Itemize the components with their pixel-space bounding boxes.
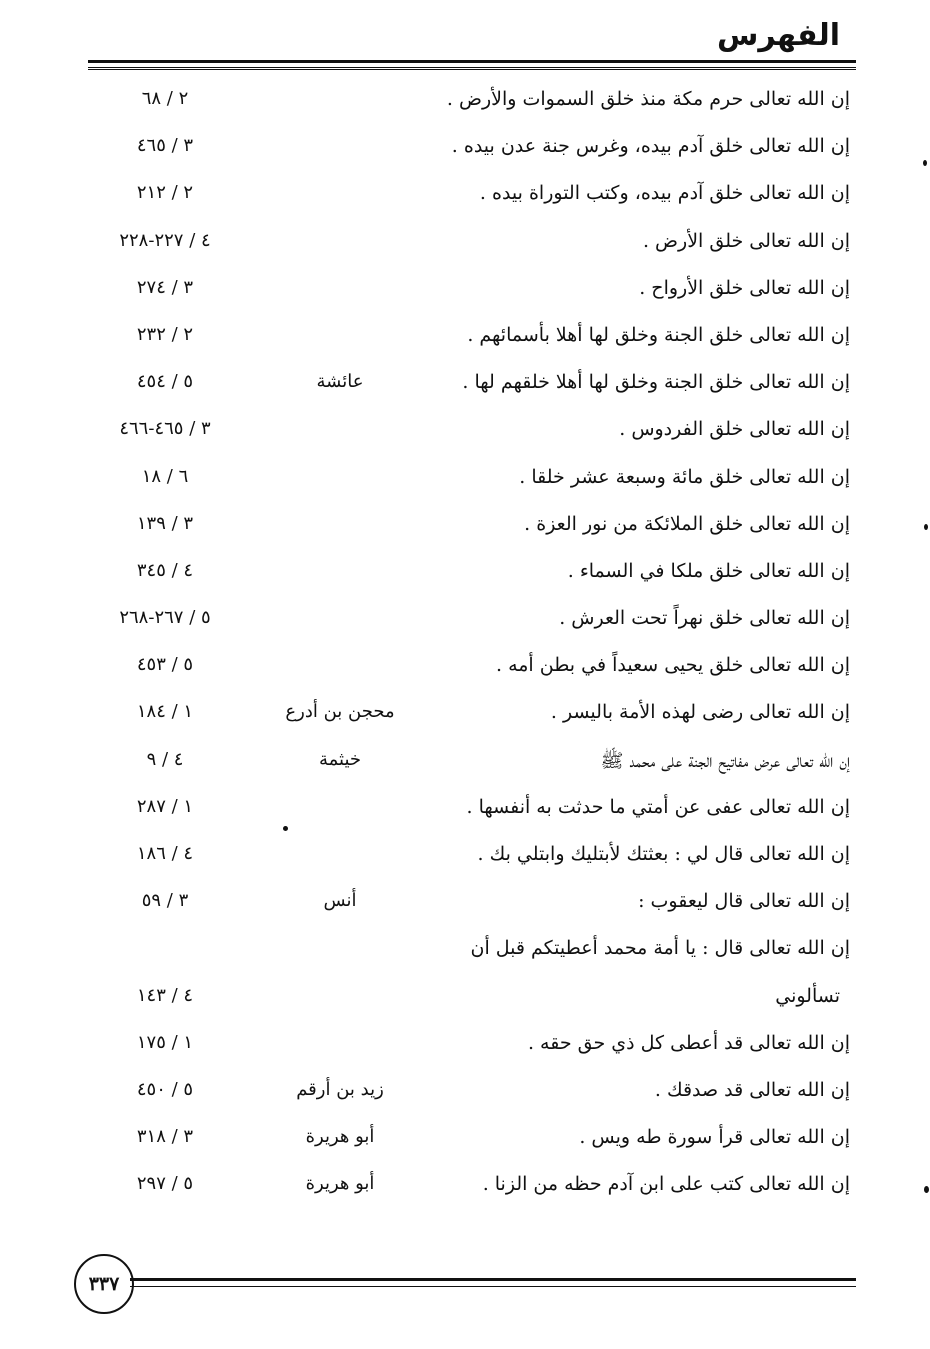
narrator: زيد بن أرقم xyxy=(296,1078,384,1100)
index-entry xyxy=(0,363,930,410)
volume-page-ref: ٥ / ٤٥٠ xyxy=(136,1078,194,1100)
hadith-text: إن الله تعالى قال : يا أمة محمد أعطيتكم قبل أن xyxy=(470,937,850,960)
hadith-text: إن الله تعالى خلق الملائكة من نور العزة . xyxy=(524,512,850,535)
index-entry xyxy=(0,646,930,693)
hadith-text: إن الله تعالى خلق الجنة وخلق لها أهلا خلقهم لها . xyxy=(462,371,850,394)
volume-page-ref: ١ / ٢٨٧ xyxy=(136,795,194,817)
hadith-text: إن الله تعالى خلق ملكا في السماء . xyxy=(567,559,850,582)
volume-page-ref: ٣ / ٢٧٤ xyxy=(136,276,194,298)
hadith-text: إن الله تعالى عفى عن أمتي ما حدثت به أنفسها . xyxy=(466,795,850,818)
hadith-text: إن الله تعالى خلق الفردوس . xyxy=(619,418,850,441)
index-entry xyxy=(0,1024,930,1071)
scan-speck xyxy=(924,524,928,530)
volume-page-ref: ٤ / ٩ xyxy=(146,748,184,770)
index-entry-continuation xyxy=(0,977,930,1024)
hadith-text: إن الله تعالى خلق مائة وسبعة عشر خلقا . xyxy=(519,465,850,488)
index-entry xyxy=(0,788,930,835)
index-entry xyxy=(0,693,930,740)
index-entry xyxy=(0,174,930,221)
index-entry xyxy=(0,599,930,646)
volume-page-ref: ٣ / ٥٩ xyxy=(141,890,189,912)
scan-speck xyxy=(924,1186,929,1193)
volume-page-ref: ٣ / ١٣٩ xyxy=(136,512,194,534)
volume-page-ref: ٦ / ١٨ xyxy=(141,465,189,487)
volume-page-ref: ٥ / ٤٥٣ xyxy=(136,654,194,676)
volume-page-ref: ١ / ١٨٤ xyxy=(136,701,194,723)
narrator: محجن بن أدرع xyxy=(285,701,395,723)
hadith-text: إن الله تعالى قرأ سورة طه ويس . xyxy=(579,1126,850,1149)
hadith-text: إن الله تعالى حرم مكة منذ خلق السموات والأرض . xyxy=(446,88,850,110)
hadith-text: إن الله تعالى قد أعطى كل ذي حق حقه . xyxy=(527,1031,850,1054)
narrator: أنس xyxy=(323,890,357,912)
index-entries xyxy=(0,80,930,1213)
bottom-rule-thin xyxy=(130,1286,856,1287)
index-entry xyxy=(0,458,930,505)
index-entry xyxy=(0,222,930,269)
index-entry xyxy=(0,929,930,976)
index-entry xyxy=(0,316,930,363)
hadith-text: إن الله تعالى خلق آدم بيده، وغرس جنة عدن بيده . xyxy=(451,135,850,158)
index-entry xyxy=(0,835,930,882)
hadith-text: إن الله تعالى قد صدقك . xyxy=(654,1078,850,1101)
volume-page-ref: ٥ / ٢٩٧ xyxy=(136,1173,194,1195)
index-entry xyxy=(0,741,930,788)
page-title: الفهرس xyxy=(716,18,840,53)
volume-page-ref: ٤ / ١٤٣ xyxy=(136,984,194,1006)
scan-speck xyxy=(923,160,927,166)
hadith-text: إن الله تعالى قال لي : بعثتك لأبتليك وابتلي بك . xyxy=(477,843,850,865)
index-entry xyxy=(0,1165,930,1212)
volume-page-ref: ١ / ١٧٥ xyxy=(136,1031,194,1053)
index-entry xyxy=(0,882,930,929)
hadith-text: إن الله تعالى خلق الأرواح . xyxy=(639,276,850,299)
volume-page-ref: ٤ / ٣٤٥ xyxy=(136,559,194,581)
hadith-text: إن الله تعالى كتب على ابن آدم حظه من الزنا . xyxy=(482,1173,850,1196)
volume-page-ref: ٢ / ٦٨ xyxy=(141,88,189,109)
index-entry xyxy=(0,80,930,127)
index-entry xyxy=(0,552,930,599)
index-entry xyxy=(0,269,930,316)
narrator: أبو هريرة xyxy=(305,1126,375,1148)
hadith-text: تسألوني xyxy=(775,984,840,1007)
volume-page-ref: ٣ / ٣١٨ xyxy=(136,1126,194,1148)
top-rule-thin xyxy=(88,69,856,70)
scan-speck xyxy=(283,826,288,831)
volume-page-ref: ٢ / ٢١٢ xyxy=(136,182,194,204)
index-entry xyxy=(0,505,930,552)
index-entry xyxy=(0,127,930,174)
volume-page-ref: ٢ / ٢٣٢ xyxy=(136,323,194,345)
hadith-text: إن الله تعالى خلق آدم بيده، وكتب التوراة بيده . xyxy=(479,182,850,205)
narrator: عائشة xyxy=(316,371,364,393)
hadith-text: إن الله تعالى خلق الأرض . xyxy=(642,229,850,252)
index-entry xyxy=(0,410,930,457)
hadith-text: إن الله تعالى رضى لهذه الأمة باليسر . xyxy=(550,701,850,724)
hadith-text: إن الله تعالى خلق نهراً تحت العرش . xyxy=(559,607,850,630)
narrator: أبو هريرة xyxy=(305,1173,375,1195)
hadith-text: إن الله تعالى خلق الجنة وخلق لها أهلا بأسمائهم . xyxy=(467,323,850,346)
index-entry xyxy=(0,1118,930,1165)
bottom-rule-thick xyxy=(130,1278,856,1281)
narrator: خيثمة xyxy=(318,748,362,770)
page-number: ٣٣٧ xyxy=(74,1254,134,1314)
hadith-text: إن الله تعالى عرض مفاتيح الجنة على محمد ﷺ xyxy=(600,749,850,772)
hadith-text: إن الله تعالى قال ليعقوب : xyxy=(638,890,850,913)
volume-page-ref: ٣ / ٤٦٥ xyxy=(136,135,194,157)
hadith-text: إن الله تعالى خلق يحيى سعيداً في بطن أمه . xyxy=(495,654,850,677)
top-rule-thick xyxy=(88,60,856,68)
index-entry xyxy=(0,1071,930,1118)
volume-page-ref: ٥ / ٤٥٤ xyxy=(136,371,194,393)
volume-page-ref: ٤ / ٢٢٧-٢٢٨ xyxy=(119,229,211,251)
volume-page-ref: ٣ / ٤٦٥-٤٦٦ xyxy=(119,418,211,440)
volume-page-ref: ٤ / ١٨٦ xyxy=(136,843,194,864)
volume-page-ref: ٥ / ٢٦٧-٢٦٨ xyxy=(119,607,211,629)
